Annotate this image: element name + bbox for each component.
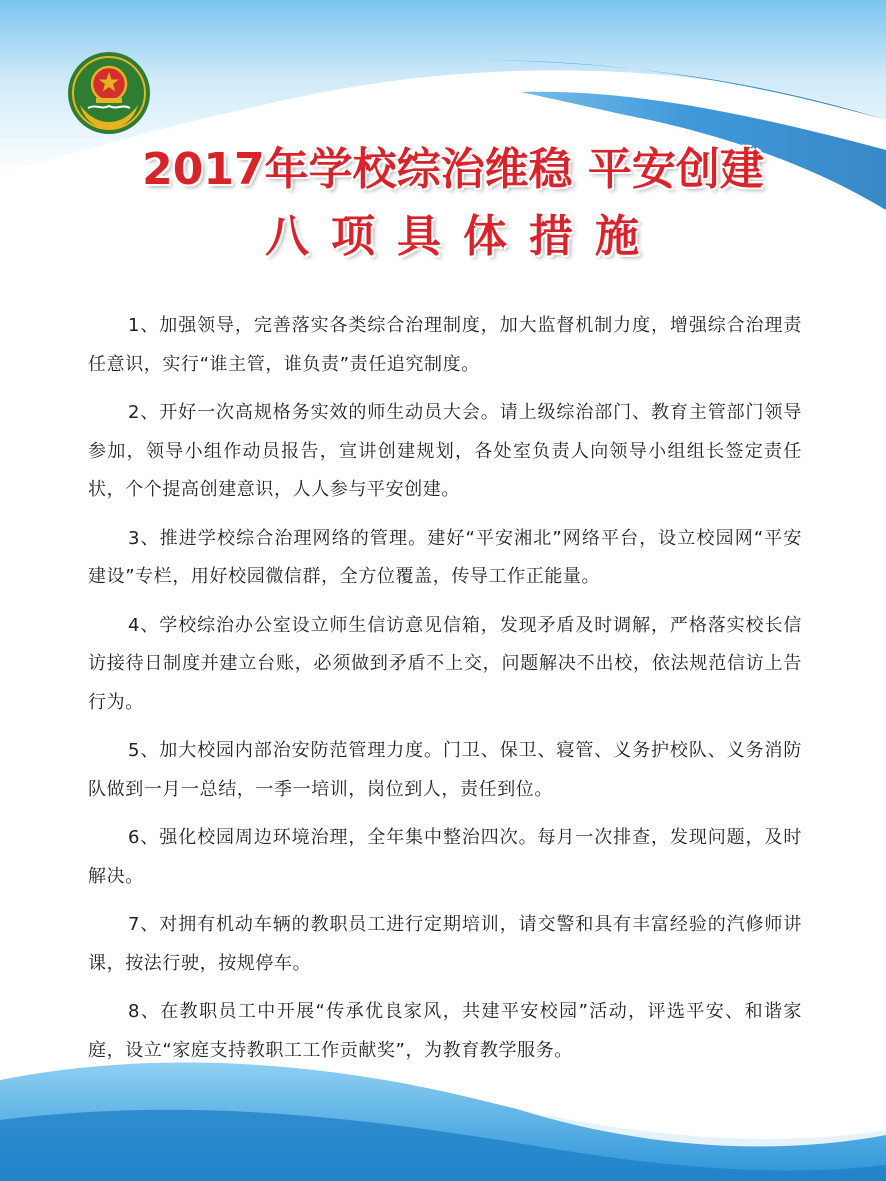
title-line-2: 八项具体措施 xyxy=(265,211,661,262)
measures-list xyxy=(88,307,802,1080)
police-emblem-icon xyxy=(66,50,152,136)
measure-item-3: 3、推进学校综合治理网络的管理。建好“平安湘北”网络平台，设立校园网“平安建设”专栏，用好校园微信群，全方位覆盖，传导工作正能量。 xyxy=(88,527,802,587)
measure-item-2: 2、开好一次高规格务实效的师生动员大会。请上级综治部门、教育主管部门领导参加，领导小组作动员报告，宣讲创建规划，各处室负责人向领导小组组长签定责任状，个个提高创建意识，人人参与平安创建。 xyxy=(88,402,802,500)
measure-item-8: 8、在教职员工中开展“传承优良家风，共建平安校园”活动，评选平安、和谐家庭，设立“家庭支持教职工工作贡献奖”，为教育教学服务。 xyxy=(88,1001,802,1061)
measure-item-5: 5、加大校园内部治安防范管理力度。门卫、保卫、寝管、义务护校队、义务消防队做到一月一总结，一季一培训，岗位到人，责任到位。 xyxy=(88,740,802,800)
measure-item-1: 1、加强领导，完善落实各类综合治理制度，加大监督机制力度，增强综合治理责任意识，实行“谁主管，谁负责”责任追究制度。 xyxy=(88,315,802,375)
measure-item-6: 6、强化校园周边环境治理，全年集中整治四次。每月一次排查，发现问题，及时解决。 xyxy=(88,827,802,887)
measure-item-4: 4、学校综治办公室设立师生信访意见信箱，发现矛盾及时调解，严格落实校长信访接待日制度并建立台账，必须做到矛盾不上交，问题解决不出校，依法规范信访上告行为。 xyxy=(88,614,802,713)
title-line-1: 2017年学校综治维稳 平安创建 xyxy=(142,144,764,195)
measure-item-7: 7、对拥有机动车辆的教职员工进行定期培训，请交警和具有丰富经验的汽修师讲课，按法行驶，按规停车。 xyxy=(88,914,802,974)
